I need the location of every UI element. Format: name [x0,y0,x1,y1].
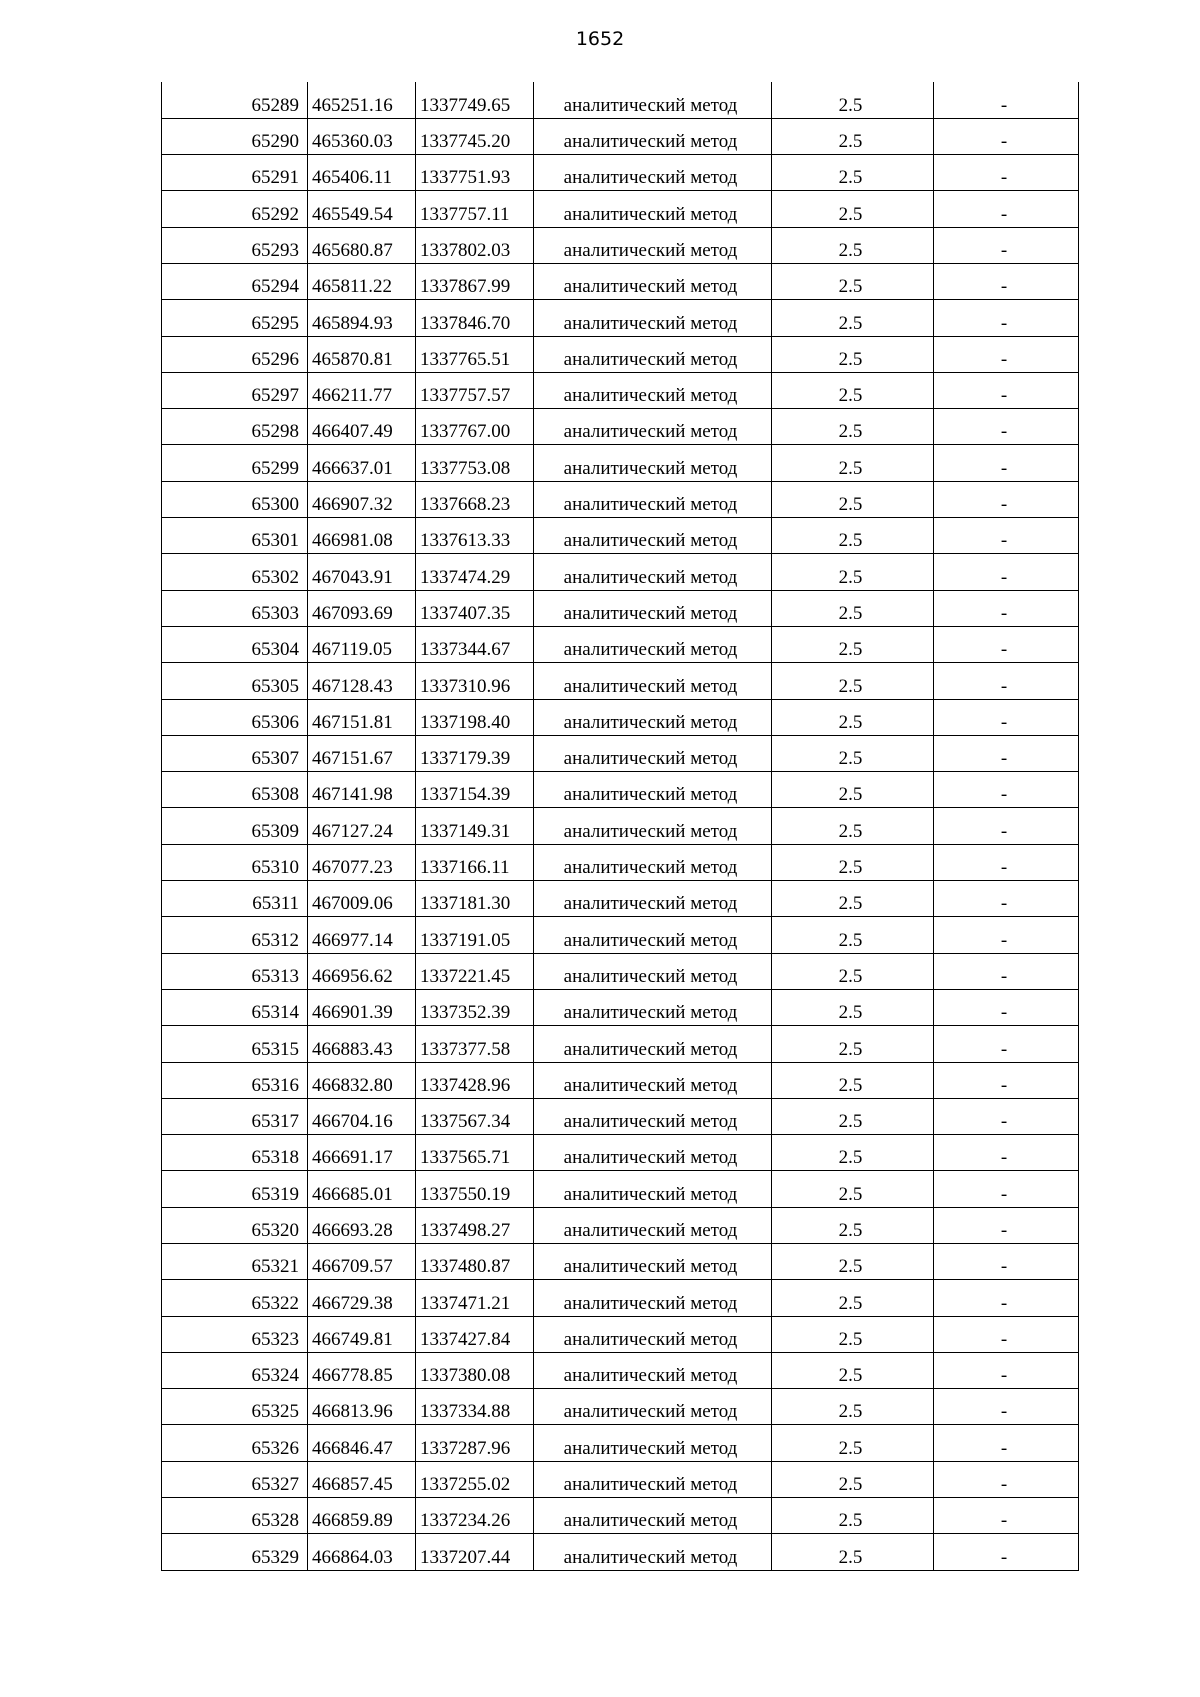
note-cell: - [934,989,1079,1025]
x-coordinate-cell: 466211.77 [308,372,416,408]
y-coordinate-cell: 1337749.65 [416,82,534,118]
accuracy-cell: 2.5 [772,1316,934,1352]
y-coordinate-cell: 1337407.35 [416,590,534,626]
note-cell: - [934,1352,1079,1388]
method-cell: аналитический метод [534,155,772,191]
note-cell: - [934,82,1079,118]
x-coordinate-cell: 467077.23 [308,844,416,880]
method-cell: аналитический метод [534,1026,772,1062]
table-row [162,1098,1079,1134]
y-coordinate-cell: 1337428.96 [416,1062,534,1098]
y-coordinate-cell: 1337757.57 [416,372,534,408]
table-row [162,518,1079,554]
method-cell: аналитический метод [534,989,772,1025]
accuracy-cell: 2.5 [772,336,934,372]
y-coordinate-cell: 1337802.03 [416,227,534,263]
note-cell: - [934,808,1079,844]
table-row [162,445,1079,481]
coordinates-table [161,82,1079,1571]
x-coordinate-cell: 467141.98 [308,772,416,808]
accuracy-cell: 2.5 [772,191,934,227]
x-coordinate-cell: 466691.17 [308,1135,416,1171]
x-coordinate-cell: 466864.03 [308,1534,416,1570]
point-number-cell: 65302 [162,554,308,590]
x-coordinate-cell: 467119.05 [308,626,416,662]
method-cell: аналитический метод [534,554,772,590]
accuracy-cell: 2.5 [772,1389,934,1425]
table-row [162,372,1079,408]
accuracy-cell: 2.5 [772,1498,934,1534]
note-cell: - [934,1316,1079,1352]
accuracy-cell: 2.5 [772,808,934,844]
note-cell: - [934,445,1079,481]
y-coordinate-cell: 1337310.96 [416,663,534,699]
method-cell: аналитический метод [534,1389,772,1425]
method-cell: аналитический метод [534,1280,772,1316]
method-cell: аналитический метод [534,409,772,445]
note-cell: - [934,481,1079,517]
y-coordinate-cell: 1337565.71 [416,1135,534,1171]
note-cell: - [934,263,1079,299]
table-row [162,1062,1079,1098]
x-coordinate-cell: 465406.11 [308,155,416,191]
point-number-cell: 65296 [162,336,308,372]
accuracy-cell: 2.5 [772,1135,934,1171]
note-cell: - [934,118,1079,154]
note-cell: - [934,1244,1079,1280]
y-coordinate-cell: 1337846.70 [416,300,534,336]
accuracy-cell: 2.5 [772,481,934,517]
table-row [162,1316,1079,1352]
table-row [162,590,1079,626]
accuracy-cell: 2.5 [772,1098,934,1134]
point-number-cell: 65297 [162,372,308,408]
note-cell: - [934,590,1079,626]
table-row [162,772,1079,808]
point-number-cell: 65301 [162,518,308,554]
note-cell: - [934,1461,1079,1497]
y-coordinate-cell: 1337181.30 [416,881,534,917]
point-number-cell: 65307 [162,735,308,771]
note-cell: - [934,1425,1079,1461]
note-cell: - [934,1171,1079,1207]
accuracy-cell: 2.5 [772,735,934,771]
method-cell: аналитический метод [534,481,772,517]
point-number-cell: 65305 [162,663,308,699]
note-cell: - [934,409,1079,445]
note-cell: - [934,953,1079,989]
table-row [162,808,1079,844]
note-cell: - [934,1135,1079,1171]
x-coordinate-cell: 465870.81 [308,336,416,372]
note-cell: - [934,300,1079,336]
point-number-cell: 65323 [162,1316,308,1352]
point-number-cell: 65304 [162,626,308,662]
y-coordinate-cell: 1337480.87 [416,1244,534,1280]
table-row [162,82,1079,118]
y-coordinate-cell: 1337751.93 [416,155,534,191]
x-coordinate-cell: 466778.85 [308,1352,416,1388]
table-row [162,844,1079,880]
point-number-cell: 65289 [162,82,308,118]
y-coordinate-cell: 1337427.84 [416,1316,534,1352]
y-coordinate-cell: 1337344.67 [416,626,534,662]
method-cell: аналитический метод [534,699,772,735]
x-coordinate-cell: 467093.69 [308,590,416,626]
table-row [162,227,1079,263]
accuracy-cell: 2.5 [772,300,934,336]
y-coordinate-cell: 1337179.39 [416,735,534,771]
note-cell: - [934,1498,1079,1534]
table-row [162,626,1079,662]
method-cell: аналитический метод [534,1352,772,1388]
y-coordinate-cell: 1337154.39 [416,772,534,808]
table-row [162,155,1079,191]
y-coordinate-cell: 1337191.05 [416,917,534,953]
accuracy-cell: 2.5 [772,1280,934,1316]
note-cell: - [934,1534,1079,1570]
point-number-cell: 65298 [162,409,308,445]
point-number-cell: 65327 [162,1461,308,1497]
method-cell: аналитический метод [534,1062,772,1098]
accuracy-cell: 2.5 [772,554,934,590]
accuracy-cell: 2.5 [772,1062,934,1098]
note-cell: - [934,626,1079,662]
method-cell: аналитический метод [534,953,772,989]
point-number-cell: 65299 [162,445,308,481]
method-cell: аналитический метод [534,300,772,336]
table-row [162,1425,1079,1461]
page-number: 1652 [575,28,625,50]
accuracy-cell: 2.5 [772,1244,934,1280]
point-number-cell: 65300 [162,481,308,517]
method-cell: аналитический метод [534,1425,772,1461]
note-cell: - [934,1207,1079,1243]
x-coordinate-cell: 466846.47 [308,1425,416,1461]
y-coordinate-cell: 1337745.20 [416,118,534,154]
table-row [162,1135,1079,1171]
x-coordinate-cell: 465894.93 [308,300,416,336]
note-cell: - [934,917,1079,953]
table-row [162,989,1079,1025]
method-cell: аналитический метод [534,1171,772,1207]
accuracy-cell: 2.5 [772,989,934,1025]
note-cell: - [934,699,1079,735]
note-cell: - [934,372,1079,408]
method-cell: аналитический метод [534,1207,772,1243]
x-coordinate-cell: 465549.54 [308,191,416,227]
point-number-cell: 65291 [162,155,308,191]
y-coordinate-cell: 1337474.29 [416,554,534,590]
point-number-cell: 65313 [162,953,308,989]
y-coordinate-cell: 1337757.11 [416,191,534,227]
x-coordinate-cell: 466883.43 [308,1026,416,1062]
note-cell: - [934,663,1079,699]
method-cell: аналитический метод [534,445,772,481]
method-cell: аналитический метод [534,626,772,662]
method-cell: аналитический метод [534,808,772,844]
note-cell: - [934,191,1079,227]
method-cell: аналитический метод [534,82,772,118]
x-coordinate-cell: 466685.01 [308,1171,416,1207]
table-row [162,336,1079,372]
point-number-cell: 65326 [162,1425,308,1461]
note-cell: - [934,336,1079,372]
method-cell: аналитический метод [534,917,772,953]
x-coordinate-cell: 466704.16 [308,1098,416,1134]
method-cell: аналитический метод [534,1098,772,1134]
accuracy-cell: 2.5 [772,772,934,808]
accuracy-cell: 2.5 [772,1534,934,1570]
point-number-cell: 65306 [162,699,308,735]
point-number-cell: 65316 [162,1062,308,1098]
x-coordinate-cell: 466729.38 [308,1280,416,1316]
note-cell: - [934,155,1079,191]
method-cell: аналитический метод [534,1316,772,1352]
table-row [162,735,1079,771]
method-cell: аналитический метод [534,590,772,626]
point-number-cell: 65317 [162,1098,308,1134]
point-number-cell: 65308 [162,772,308,808]
method-cell: аналитический метод [534,772,772,808]
y-coordinate-cell: 1337221.45 [416,953,534,989]
note-cell: - [934,735,1079,771]
y-coordinate-cell: 1337207.44 [416,1534,534,1570]
table-row [162,1389,1079,1425]
point-number-cell: 65329 [162,1534,308,1570]
note-cell: - [934,1026,1079,1062]
x-coordinate-cell: 467151.81 [308,699,416,735]
method-cell: аналитический метод [534,844,772,880]
point-number-cell: 65318 [162,1135,308,1171]
accuracy-cell: 2.5 [772,1425,934,1461]
accuracy-cell: 2.5 [772,1026,934,1062]
table-row [162,263,1079,299]
accuracy-cell: 2.5 [772,372,934,408]
x-coordinate-cell: 467043.91 [308,554,416,590]
accuracy-cell: 2.5 [772,227,934,263]
point-number-cell: 65321 [162,1244,308,1280]
point-number-cell: 65324 [162,1352,308,1388]
x-coordinate-cell: 466907.32 [308,481,416,517]
accuracy-cell: 2.5 [772,82,934,118]
point-number-cell: 65325 [162,1389,308,1425]
x-coordinate-cell: 466813.96 [308,1389,416,1425]
accuracy-cell: 2.5 [772,155,934,191]
coordinates-table-body [162,82,1079,1570]
x-coordinate-cell: 466709.57 [308,1244,416,1280]
x-coordinate-cell: 466693.28 [308,1207,416,1243]
x-coordinate-cell: 465360.03 [308,118,416,154]
table-row [162,300,1079,336]
y-coordinate-cell: 1337567.34 [416,1098,534,1134]
y-coordinate-cell: 1337550.19 [416,1171,534,1207]
note-cell: - [934,1280,1079,1316]
y-coordinate-cell: 1337668.23 [416,481,534,517]
y-coordinate-cell: 1337471.21 [416,1280,534,1316]
point-number-cell: 65295 [162,300,308,336]
note-cell: - [934,1389,1079,1425]
point-number-cell: 65293 [162,227,308,263]
x-coordinate-cell: 466637.01 [308,445,416,481]
accuracy-cell: 2.5 [772,844,934,880]
note-cell: - [934,1062,1079,1098]
table-row [162,663,1079,699]
accuracy-cell: 2.5 [772,917,934,953]
table-row [162,699,1079,735]
method-cell: аналитический метод [534,1498,772,1534]
accuracy-cell: 2.5 [772,118,934,154]
point-number-cell: 65312 [162,917,308,953]
table-row [162,191,1079,227]
table-row [162,481,1079,517]
y-coordinate-cell: 1337613.33 [416,518,534,554]
y-coordinate-cell: 1337255.02 [416,1461,534,1497]
accuracy-cell: 2.5 [772,699,934,735]
note-cell: - [934,518,1079,554]
y-coordinate-cell: 1337765.51 [416,336,534,372]
table-row [162,1534,1079,1570]
point-number-cell: 65290 [162,118,308,154]
y-coordinate-cell: 1337149.31 [416,808,534,844]
method-cell: аналитический метод [534,1534,772,1570]
x-coordinate-cell: 467151.67 [308,735,416,771]
point-number-cell: 65319 [162,1171,308,1207]
table-row [162,1171,1079,1207]
note-cell: - [934,772,1079,808]
y-coordinate-cell: 1337380.08 [416,1352,534,1388]
method-cell: аналитический метод [534,735,772,771]
method-cell: аналитический метод [534,881,772,917]
table-row [162,554,1079,590]
accuracy-cell: 2.5 [772,881,934,917]
y-coordinate-cell: 1337767.00 [416,409,534,445]
table-row [162,1207,1079,1243]
point-number-cell: 65292 [162,191,308,227]
point-number-cell: 65303 [162,590,308,626]
y-coordinate-cell: 1337498.27 [416,1207,534,1243]
method-cell: аналитический метод [534,1135,772,1171]
accuracy-cell: 2.5 [772,1461,934,1497]
x-coordinate-cell: 466901.39 [308,989,416,1025]
point-number-cell: 65322 [162,1280,308,1316]
x-coordinate-cell: 466832.80 [308,1062,416,1098]
point-number-cell: 65311 [162,881,308,917]
x-coordinate-cell: 466956.62 [308,953,416,989]
table-row [162,409,1079,445]
y-coordinate-cell: 1337166.11 [416,844,534,880]
point-number-cell: 65314 [162,989,308,1025]
y-coordinate-cell: 1337334.88 [416,1389,534,1425]
x-coordinate-cell: 466749.81 [308,1316,416,1352]
method-cell: аналитический метод [534,118,772,154]
accuracy-cell: 2.5 [772,445,934,481]
note-cell: - [934,227,1079,263]
point-number-cell: 65315 [162,1026,308,1062]
table-row [162,118,1079,154]
table-row [162,1244,1079,1280]
y-coordinate-cell: 1337867.99 [416,263,534,299]
method-cell: аналитический метод [534,191,772,227]
method-cell: аналитический метод [534,1461,772,1497]
note-cell: - [934,554,1079,590]
x-coordinate-cell: 466977.14 [308,917,416,953]
x-coordinate-cell: 466857.45 [308,1461,416,1497]
x-coordinate-cell: 465811.22 [308,263,416,299]
accuracy-cell: 2.5 [772,409,934,445]
point-number-cell: 65328 [162,1498,308,1534]
method-cell: аналитический метод [534,336,772,372]
point-number-cell: 65294 [162,263,308,299]
y-coordinate-cell: 1337234.26 [416,1498,534,1534]
method-cell: аналитический метод [534,372,772,408]
x-coordinate-cell: 465680.87 [308,227,416,263]
note-cell: - [934,881,1079,917]
y-coordinate-cell: 1337198.40 [416,699,534,735]
table-row [162,917,1079,953]
x-coordinate-cell: 467128.43 [308,663,416,699]
accuracy-cell: 2.5 [772,626,934,662]
method-cell: аналитический метод [534,227,772,263]
x-coordinate-cell: 467009.06 [308,881,416,917]
accuracy-cell: 2.5 [772,1207,934,1243]
table-row [162,1280,1079,1316]
table-row [162,881,1079,917]
accuracy-cell: 2.5 [772,1171,934,1207]
x-coordinate-cell: 467127.24 [308,808,416,844]
table-row [162,1498,1079,1534]
note-cell: - [934,844,1079,880]
accuracy-cell: 2.5 [772,263,934,299]
accuracy-cell: 2.5 [772,590,934,626]
method-cell: аналитический метод [534,263,772,299]
y-coordinate-cell: 1337352.39 [416,989,534,1025]
point-number-cell: 65320 [162,1207,308,1243]
table-row [162,1352,1079,1388]
method-cell: аналитический метод [534,518,772,554]
y-coordinate-cell: 1337377.58 [416,1026,534,1062]
table-row [162,1461,1079,1497]
method-cell: аналитический метод [534,663,772,699]
note-cell: - [934,1098,1079,1134]
table-row [162,1026,1079,1062]
point-number-cell: 65310 [162,844,308,880]
accuracy-cell: 2.5 [772,518,934,554]
accuracy-cell: 2.5 [772,663,934,699]
accuracy-cell: 2.5 [772,1352,934,1388]
x-coordinate-cell: 466981.08 [308,518,416,554]
y-coordinate-cell: 1337753.08 [416,445,534,481]
method-cell: аналитический метод [534,1244,772,1280]
x-coordinate-cell: 466859.89 [308,1498,416,1534]
x-coordinate-cell: 465251.16 [308,82,416,118]
x-coordinate-cell: 466407.49 [308,409,416,445]
accuracy-cell: 2.5 [772,953,934,989]
point-number-cell: 65309 [162,808,308,844]
y-coordinate-cell: 1337287.96 [416,1425,534,1461]
table-row [162,953,1079,989]
